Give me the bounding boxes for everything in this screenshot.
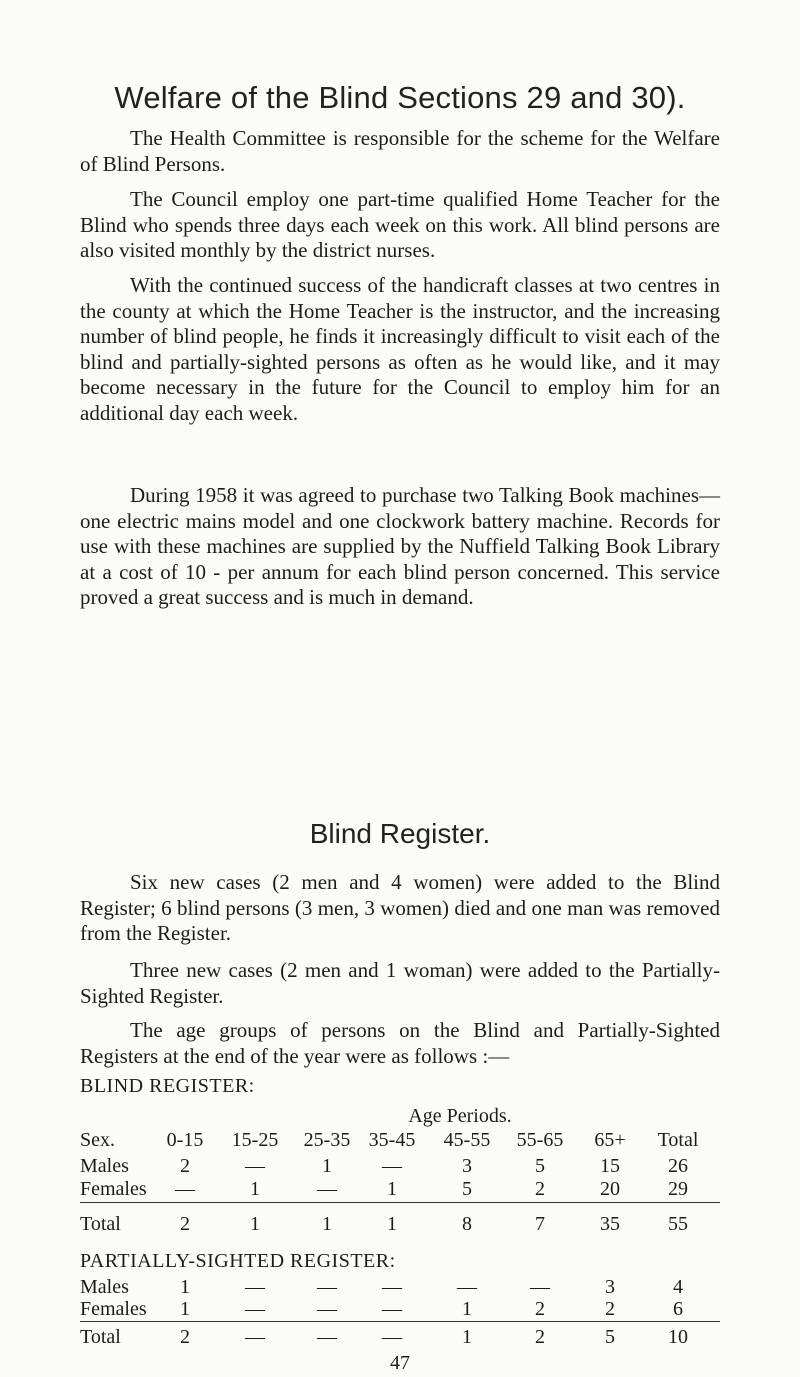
table-cell: 1 <box>322 1213 332 1235</box>
table-cell: 1 <box>250 1178 260 1200</box>
paragraph-1: The Health Committee is responsible for the scheme for the Welfare of Blind Persons. <box>80 126 720 176</box>
page-title: Welfare of the Blind Sections 29 and 30). <box>114 80 686 115</box>
table-cell: 1 <box>387 1213 397 1235</box>
table-cell: 1 <box>322 1155 332 1177</box>
table-cell: 15 <box>600 1155 620 1177</box>
table-cell: 55 <box>668 1213 688 1235</box>
paragraph-4: During 1958 it was agreed to purchase two Talking Book machines—one electric mains model and one clockwork battery machine. Records for use with these machines are supplied by the Nuffield Talking Book Library at a cost of 10 - per annum for each blind person concerned. This service proved a great success and is much in demand. <box>80 483 720 609</box>
col-header: 65+ <box>594 1129 626 1151</box>
col-header: 25-35 <box>303 1129 351 1151</box>
table-cell: — <box>382 1326 402 1348</box>
table-cell: — <box>245 1298 265 1320</box>
col-header: 15-25 <box>231 1129 279 1151</box>
register-heading: Blind Register. <box>309 818 491 849</box>
table-cell: 1 <box>180 1298 190 1320</box>
table-cell: 2 <box>605 1298 615 1320</box>
table-cell: — <box>317 1178 337 1200</box>
register-paragraph-1: Six new cases (2 men and 4 women) were added to the Blind Register; 6 blind persons (3 men, 3 women) died and one man was removed from the Register. <box>80 870 720 945</box>
table-cell: — <box>245 1155 265 1177</box>
table-cell: — <box>457 1276 477 1298</box>
row-label: Total <box>80 1326 121 1348</box>
table-cell: 2 <box>180 1326 190 1348</box>
table-cell: 2 <box>180 1213 190 1235</box>
table-divider <box>80 1202 720 1203</box>
table-cell: 3 <box>605 1276 615 1298</box>
table-cell: 2 <box>535 1298 545 1320</box>
col-header-sex: Sex. <box>80 1129 115 1151</box>
table-cell: — <box>245 1276 265 1298</box>
paragraph-2: The Council employ one part-time qualified Home Teacher for the Blind who spends three days each week on this work. All blind persons are also visited monthly by the district nurses. <box>80 187 720 262</box>
col-header: Total <box>657 1129 699 1151</box>
table-cell: — <box>317 1276 337 1298</box>
table-cell: — <box>317 1298 337 1320</box>
table-cell: 1 <box>180 1276 190 1298</box>
paragraph-3: With the continued success of the handicraft classes at two centres in the county at which the Home Teacher is the instructor, and the increasing number of blind people, he finds it increasingly difficult to visit each of the blind and partially-sighted persons as often as he would like, and it may become necessary in the future for the Council to employ him for an additional day each week. <box>80 273 720 425</box>
register-paragraph-2: Three new cases (2 men and 1 woman) were added to the Partially-Sighted Register. <box>80 958 720 1008</box>
table-cell: — <box>382 1155 402 1177</box>
table-cell: 29 <box>668 1178 688 1200</box>
col-header: 0-15 <box>166 1129 204 1151</box>
table-divider <box>80 1321 720 1322</box>
row-label: Females <box>80 1298 147 1320</box>
table-cell: 5 <box>462 1178 472 1200</box>
table-cell: 1 <box>387 1178 397 1200</box>
row-label: Males <box>80 1155 129 1177</box>
table-cell: 2 <box>180 1155 190 1177</box>
age-periods-heading: Age Periods. <box>408 1105 512 1127</box>
col-header: 35-45 <box>368 1129 416 1151</box>
table-cell: 1 <box>250 1213 260 1235</box>
row-label: Males <box>80 1276 129 1298</box>
table-cell: 7 <box>535 1213 545 1235</box>
table-cell: 1 <box>462 1326 472 1348</box>
table-cell: 10 <box>668 1326 688 1348</box>
col-header: 55-65 <box>516 1129 564 1151</box>
table-cell: 4 <box>673 1276 683 1298</box>
table-cell: 1 <box>462 1298 472 1320</box>
row-label: Females <box>80 1178 147 1200</box>
table-cell: 3 <box>462 1155 472 1177</box>
table-cell: — <box>175 1178 195 1200</box>
table-cell: 6 <box>673 1298 683 1320</box>
table-cell: 35 <box>600 1213 620 1235</box>
table-cell: 5 <box>605 1326 615 1348</box>
table-cell: — <box>382 1298 402 1320</box>
table-cell: 26 <box>668 1155 688 1177</box>
table-cell: — <box>530 1276 550 1298</box>
blind-register-heading: BLIND REGISTER: <box>80 1075 255 1097</box>
table-cell: 2 <box>535 1326 545 1348</box>
register-paragraph-3: The age groups of persons on the Blind and Partially-Sighted Registers at the end of the year were as follows :— <box>80 1018 720 1068</box>
table-cell: 20 <box>600 1178 620 1200</box>
partial-register-heading: PARTIALLY-SIGHTED REGISTER: <box>80 1250 396 1272</box>
row-label: Total <box>80 1213 121 1235</box>
table-cell: — <box>317 1326 337 1348</box>
col-header: 45-55 <box>443 1129 491 1151</box>
table-cell: 5 <box>535 1155 545 1177</box>
page-number: 47 <box>390 1352 410 1374</box>
table-cell: 8 <box>462 1213 472 1235</box>
table-cell: — <box>382 1276 402 1298</box>
table-cell: — <box>245 1326 265 1348</box>
table-cell: 2 <box>535 1178 545 1200</box>
